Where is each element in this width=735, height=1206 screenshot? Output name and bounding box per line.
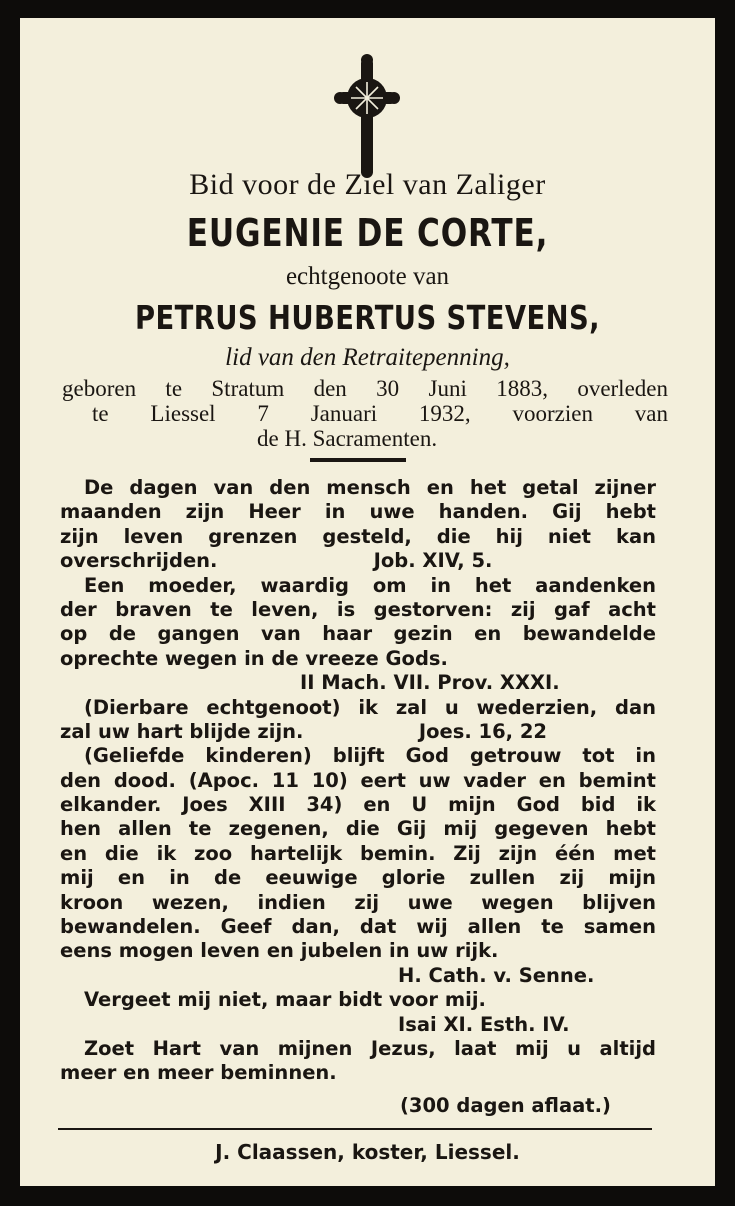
text-line: maanden zijn Heer in uwe handen. Gij hebt (60, 500, 656, 524)
scripture-reference: II Mach. VII. Prov. XXXI. (300, 671, 560, 695)
text-line: kroon wezen, indien zij uwe wegen blijven (60, 890, 656, 914)
text-line: meer en meer beminnen. (60, 1061, 337, 1085)
text-line: oprechte wegen in de vreeze Gods. (60, 646, 448, 670)
text-line: (Dierbare echtgenoot) ik zal u wederzien, dan (84, 695, 656, 719)
text-line: zijn leven grenzen gesteld, die hij niet kan (60, 524, 656, 548)
divider (310, 458, 406, 462)
text-line: Vergeet mij niet, maar bidt voor mij. (84, 988, 486, 1012)
relation-line: echtgenoote van (285, 263, 450, 290)
text-line: (Geliefde kinderen) blijft God getrouw tot in (84, 744, 656, 768)
text-line: op de gangen van haar gezin en bewandelde (60, 622, 656, 646)
text-line: overschrijden. Job. XIV, 5. (60, 549, 493, 573)
spouse-name: PETRUS HUBERTUS STEVENS, (135, 298, 600, 337)
text-line: en die ik zoo hartelijk bemin. Zij zijn één met (60, 841, 656, 865)
bio-line: geboren te Stratum den 30 Juni 1883, overleden (62, 376, 668, 401)
membership-line: lid van den Retraitepenning, (225, 344, 510, 371)
text-line: Een moeder, waardig om in het aandenken (84, 573, 656, 597)
scripture-reference: Isai XI. Esth. IV. (398, 1012, 570, 1036)
text-line: den dood. (Apoc. 11 10) eert uw vader en bemint (60, 768, 656, 792)
text-line: eens mogen leven en jubelen in uw rijk. (60, 939, 499, 963)
bio-text (62, 376, 668, 451)
memorial-card (20, 18, 715, 1186)
text-line: hen allen te zegenen, die Gij mij gegeven hebt (60, 817, 656, 841)
text-line: De dagen van den mensch en het getal zijner (84, 476, 656, 499)
prayer-line: Bid voor de Ziel van Zaliger (189, 168, 546, 201)
text-line: der braven te leven, is gestorven: zij gaf acht (60, 597, 656, 621)
deceased-name: EUGENIE DE CORTE, (186, 211, 549, 255)
scripture-reference: H. Cath. v. Senne. (398, 963, 595, 987)
text-line: zal uw hart blijde zijn. Joes. 16, 22 (60, 719, 547, 743)
indulgence-note: (300 dagen aflaat.) (400, 1093, 611, 1117)
printer-credit: J. Claassen, koster, Liessel. (215, 1140, 520, 1164)
text-line: elkander. Joes XIII 34) en U mijn God bid ik (60, 793, 656, 817)
text-line: mij en in de eeuwige glorie zullen zij mijn (60, 866, 656, 890)
prayer-text (60, 476, 656, 1118)
cross-icon (332, 54, 402, 180)
text-line: bewandelen. Geef dan, dat wij allen te samen (60, 915, 656, 939)
text-line: Zoet Hart van mijnen Jezus, laat mij u altijd (84, 1036, 656, 1060)
bio-line: te Liessel 7 Januari 1932, voorzien van (92, 401, 668, 426)
footer-divider (58, 1128, 652, 1130)
bio-line: de H. Sacramenten. (257, 426, 438, 451)
